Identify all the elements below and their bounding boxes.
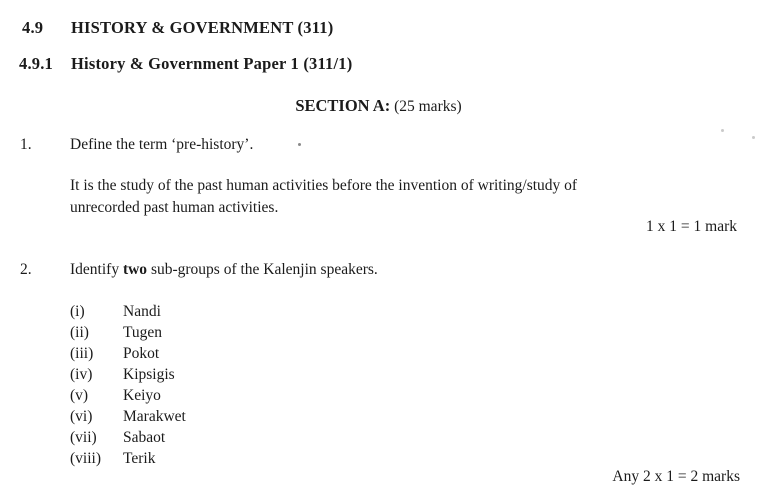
subheading-title: History & Government Paper 1 (311/1) (71, 54, 353, 73)
answer-line-2: unrecorded past human activities. (70, 199, 279, 216)
scan-speck (752, 136, 755, 139)
list-item-label: Pokot (123, 345, 160, 362)
question-1-text: Define the term ‘pre-history’. (70, 136, 254, 153)
list-item-label: Keiyo (123, 387, 161, 404)
list-item-numeral: (viii) (70, 450, 101, 467)
section-heading (0, 96, 757, 116)
list-item-numeral: (vi) (70, 408, 93, 425)
question-1-answer (70, 175, 577, 219)
list-item (0, 322, 757, 343)
heading-number: 4.9 (22, 18, 44, 37)
list-item-label: Terik (123, 450, 156, 467)
question-2-answer-list (0, 301, 757, 469)
question-2-text (70, 261, 378, 279)
question-2-number: 2. (20, 261, 32, 278)
heading-title: HISTORY & GOVERNMENT (311) (71, 18, 334, 37)
section-label: SECTION A: (295, 96, 391, 115)
list-item-numeral: (vii) (70, 429, 97, 446)
list-item (0, 448, 757, 469)
list-item (0, 385, 757, 406)
list-item-numeral: (iv) (70, 366, 93, 383)
list-item-numeral: (iii) (70, 345, 94, 362)
list-item-numeral: (v) (70, 387, 89, 404)
list-item (0, 343, 757, 364)
scan-speck (298, 143, 301, 146)
question-2-text-prefix: Identify (70, 261, 123, 278)
list-item-label: Marakwet (123, 408, 186, 425)
scan-speck (721, 129, 724, 132)
list-item-label: Nandi (123, 303, 161, 320)
list-item-numeral: (ii) (70, 324, 89, 341)
question-1-marks: 1 x 1 = 1 mark (646, 218, 737, 235)
question-1-number: 1. (20, 136, 32, 153)
list-item-label: Kipsigis (123, 366, 175, 383)
section-marks: (25 marks) (394, 98, 462, 115)
subheading-number: 4.9.1 (19, 54, 53, 73)
answer-line-1: It is the study of the past human activities before the invention of writing/study of (70, 177, 578, 194)
list-item (0, 406, 757, 427)
question-2-text-bold: two (122, 261, 148, 278)
list-item-label: Sabaot (123, 429, 166, 446)
question-2-marks: Any 2 x 1 = 2 marks (612, 468, 740, 485)
list-item-label: Tugen (123, 324, 163, 341)
list-item (0, 301, 757, 322)
list-item (0, 364, 757, 385)
list-item-numeral: (i) (70, 303, 85, 320)
list-item (0, 427, 757, 448)
question-2-text-suffix: sub-groups of the Kalenjin speakers. (147, 261, 378, 278)
